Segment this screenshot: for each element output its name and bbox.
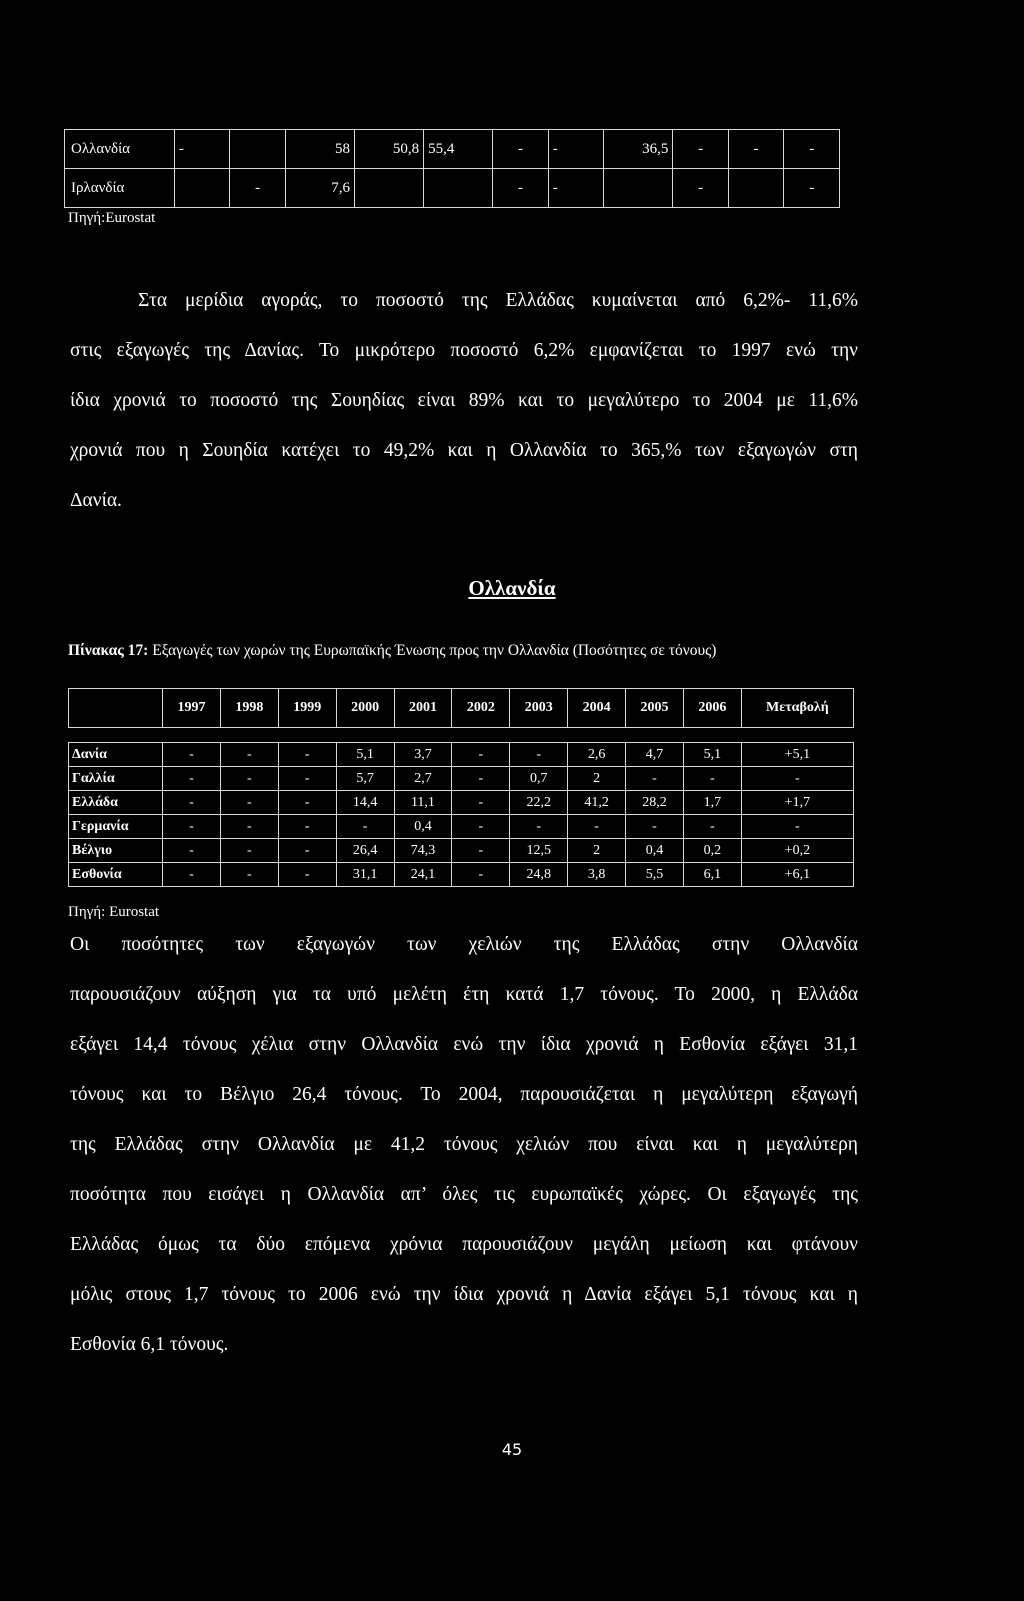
value-cell: -	[452, 863, 510, 887]
value-cell: 5,1	[336, 743, 394, 767]
table-cell	[424, 169, 493, 208]
top-table-source: Πηγή:Eurostat	[68, 210, 156, 226]
value-cell: 5,7	[336, 767, 394, 791]
value-cell: -	[510, 815, 568, 839]
exports-table	[68, 688, 854, 887]
value-cell: -	[278, 791, 336, 815]
value-cell: +0,2	[741, 839, 853, 863]
value-cell: 26,4	[336, 839, 394, 863]
paragraph-1	[70, 276, 858, 526]
table-cell: -	[174, 130, 230, 169]
value-cell: 0,2	[683, 839, 741, 863]
page-number: 45	[501, 1440, 523, 1459]
table-caption-label: Πίνακας 17:	[68, 642, 149, 659]
value-cell: +1,7	[741, 791, 853, 815]
table-cell	[728, 169, 784, 208]
value-cell: 3,7	[394, 743, 452, 767]
text-line: χρονιά που η Σουηδία κατέχει το 49,2% και η Ολλανδία το 365,% των εξαγωγών στη	[70, 440, 858, 461]
header-cell: Μεταβολή	[741, 689, 853, 728]
value-cell: -	[220, 815, 278, 839]
table-cell	[604, 169, 673, 208]
header-cell: 2000	[336, 689, 394, 728]
value-cell: 41,2	[568, 791, 626, 815]
row-label: Ιρλανδία	[65, 169, 175, 208]
header-cell: 2004	[568, 689, 626, 728]
value-cell: 2,7	[394, 767, 452, 791]
section-title: Ολλανδία	[468, 576, 556, 600]
top-table	[64, 129, 840, 208]
table-cell	[230, 130, 286, 169]
table-cell: -	[548, 130, 604, 169]
text-line: ποσότητα που εισάγει η Ολλανδία απ’ όλες τις ευρωπαϊκές χώρες. Οι εξαγωγές της	[70, 1184, 858, 1205]
value-cell: 12,5	[510, 839, 568, 863]
table-row	[69, 743, 854, 767]
table-cell: -	[784, 130, 840, 169]
table-cell: 7,6	[285, 169, 354, 208]
header-cell: 2003	[510, 689, 568, 728]
table-cell: -	[548, 169, 604, 208]
main-table-source: Πηγή: Eurostat	[68, 904, 160, 920]
table-row	[69, 815, 854, 839]
table-header-row	[69, 689, 854, 728]
header-cell: 2002	[452, 689, 510, 728]
table-cell	[174, 169, 230, 208]
table-cell: -	[493, 130, 549, 169]
value-cell: 1,7	[683, 791, 741, 815]
value-cell: 0,4	[626, 839, 684, 863]
table-cell: 50,8	[355, 130, 424, 169]
table-cell: -	[673, 130, 729, 169]
country-cell: Βέλγιο	[69, 839, 163, 863]
value-cell: -	[163, 743, 221, 767]
text-line: Ελλάδας όμως τα δύο επόμενα χρόνια παρουσιάζουν μεγάλη μείωση και φτάνουν	[70, 1234, 858, 1255]
country-cell: Εσθονία	[69, 863, 163, 887]
header-cell: 1997	[163, 689, 221, 728]
table-row	[69, 791, 854, 815]
value-cell: 4,7	[626, 743, 684, 767]
value-cell: 24,1	[394, 863, 452, 887]
header-cell: 2005	[626, 689, 684, 728]
text-line: παρουσιάζουν αύξηση για τα υπό μελέτη έτη κατά 1,7 τόνους. Το 2000, η Ελλάδα	[70, 984, 858, 1005]
value-cell: 28,2	[626, 791, 684, 815]
table-cell: -	[673, 169, 729, 208]
table-row	[65, 130, 840, 169]
text-line: ίδια χρονιά το ποσοστό της Σουηδίας είναι 89% και το μεγαλύτερο το 2004 με 11,6%	[70, 390, 858, 411]
text-line: Στα μερίδια αγοράς, το ποσοστό της Ελλάδας κυμαίνεται από 6,2%- 11,6%	[138, 290, 858, 311]
value-cell: -	[163, 791, 221, 815]
value-cell: -	[163, 839, 221, 863]
table-row	[65, 169, 840, 208]
value-cell: 22,2	[510, 791, 568, 815]
text-line: Οι ποσότητες των εξαγωγών των χελιών της Ελλάδας στην Ολλανδία	[70, 934, 858, 955]
value-cell: 31,1	[336, 863, 394, 887]
value-cell: 2	[568, 767, 626, 791]
value-cell: -	[220, 839, 278, 863]
value-cell: 5,1	[683, 743, 741, 767]
spacer-row	[69, 728, 854, 743]
value-cell: -	[510, 743, 568, 767]
value-cell: -	[452, 839, 510, 863]
row-label: Ολλανδία	[65, 130, 175, 169]
value-cell: -	[626, 815, 684, 839]
value-cell: -	[741, 767, 853, 791]
value-cell: 14,4	[336, 791, 394, 815]
table-cell: -	[728, 130, 784, 169]
value-cell: -	[741, 815, 853, 839]
table-cell	[355, 169, 424, 208]
value-cell: -	[683, 815, 741, 839]
value-cell: -	[220, 863, 278, 887]
value-cell: -	[452, 743, 510, 767]
table-row	[69, 767, 854, 791]
value-cell: 74,3	[394, 839, 452, 863]
header-cell: 1999	[278, 689, 336, 728]
value-cell: -	[278, 863, 336, 887]
text-line: τόνους και το Βέλγιο 26,4 τόνους. Το 2004, παρουσιάζεται η μεγαλύτερη εξαγωγή	[70, 1084, 858, 1105]
value-cell: 0,7	[510, 767, 568, 791]
table-row	[69, 839, 854, 863]
table-cell: -	[230, 169, 286, 208]
table-cell: -	[784, 169, 840, 208]
text-line: της Ελλάδας στην Ολλανδία με 41,2 τόνους χελιών που είναι και η μεγαλύτερη	[70, 1134, 858, 1155]
paragraph-2	[70, 920, 858, 1370]
value-cell: -	[452, 791, 510, 815]
value-cell: 24,8	[510, 863, 568, 887]
value-cell: +6,1	[741, 863, 853, 887]
table-cell: 55,4	[424, 130, 493, 169]
value-cell: -	[220, 767, 278, 791]
value-cell: -	[220, 791, 278, 815]
table-cell: 36,5	[604, 130, 673, 169]
value-cell: -	[452, 767, 510, 791]
table-caption-text: Εξαγωγές των χωρών της Ευρωπαϊκής Ένωσης προς την Ολλανδία (Ποσότητες σε τόνους)	[148, 642, 717, 659]
table-caption	[68, 642, 716, 660]
country-cell: Ελλάδα	[69, 791, 163, 815]
value-cell: 11,1	[394, 791, 452, 815]
text-line: Εσθονία 6,1 τόνους.	[70, 1334, 229, 1355]
value-cell: -	[220, 743, 278, 767]
value-cell: -	[278, 743, 336, 767]
header-cell: 2006	[683, 689, 741, 728]
value-cell: -	[163, 815, 221, 839]
table-cell: -	[493, 169, 549, 208]
value-cell: +5,1	[741, 743, 853, 767]
value-cell: -	[278, 839, 336, 863]
value-cell: -	[683, 767, 741, 791]
value-cell: -	[626, 767, 684, 791]
country-cell: Δανία	[69, 743, 163, 767]
table-row	[69, 863, 854, 887]
country-cell: Γερμανία	[69, 815, 163, 839]
header-cell	[69, 689, 163, 728]
value-cell: 5,5	[626, 863, 684, 887]
text-line: Δανία.	[70, 490, 122, 511]
table-cell: 58	[285, 130, 354, 169]
value-cell: -	[452, 815, 510, 839]
value-cell: 2,6	[568, 743, 626, 767]
country-cell: Γαλλία	[69, 767, 163, 791]
value-cell: 6,1	[683, 863, 741, 887]
value-cell: -	[163, 767, 221, 791]
value-cell: -	[163, 863, 221, 887]
header-cell: 2001	[394, 689, 452, 728]
value-cell: 2	[568, 839, 626, 863]
value-cell: -	[568, 815, 626, 839]
value-cell: -	[278, 767, 336, 791]
text-line: στις εξαγωγές της Δανίας. Το μικρότερο ποσοστό 6,2% εμφανίζεται το 1997 ενώ την	[70, 340, 858, 361]
value-cell: -	[336, 815, 394, 839]
value-cell: 3,8	[568, 863, 626, 887]
header-cell: 1998	[220, 689, 278, 728]
value-cell: -	[278, 815, 336, 839]
text-line: εξάγει 14,4 τόνους χέλια στην Ολλανδία ενώ την ίδια χρονιά η Εσθονία εξάγει 31,1	[70, 1034, 858, 1055]
text-line: μόλις στους 1,7 τόνους το 2006 ενώ την ίδια χρονιά η Δανία εξάγει 5,1 τόνους και η	[70, 1284, 858, 1305]
value-cell: 0,4	[394, 815, 452, 839]
